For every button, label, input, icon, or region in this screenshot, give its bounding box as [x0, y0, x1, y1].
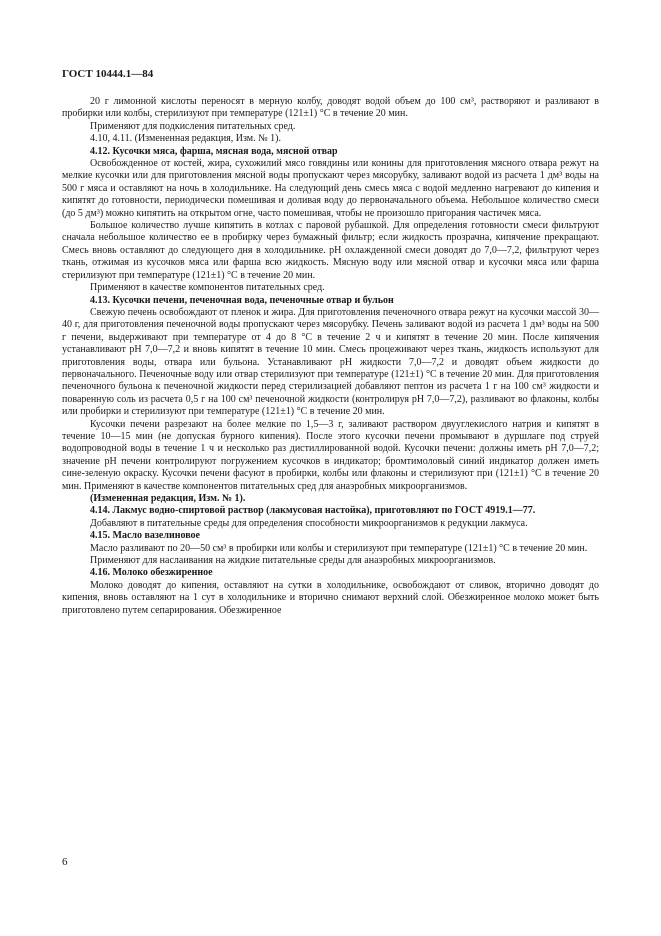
- paragraph-meat-boiling: Большое количество лучше кипятить в котлах с паровой рубашкой. Для определения готовности смеси фильтруют сначала небольшое количество ее в пробирку через бумажный фильтр; если жидкость прозрачна, кипячение прекращают. Смесь вновь оставляют до следующего дня в холодильнике. рН охлажденной смеси доводят до 7,0—7,2, фильтруют через ткань, отжимая из кусочков мяса или фарша всю жидкость. Мясную воду или мясной отвар и кусочки мяса или фарша стерилизуют при температуре (121±1) °С в течение 20 мин.: [62, 220, 599, 281]
- section-heading-4-16: 4.16. Молоко обезжиренное: [90, 567, 213, 579]
- paragraph-citric-acid: 20 г лимонной кислоты переносят в мерную колбу, доводят водой объем до 100 см³, растворяют и разливают в пробирки или колбы, стерилизуют при температуре (121±1) °С в течение 20 мин.: [62, 96, 599, 120]
- section-heading-4-12: 4.12. Кусочки мяса, фарша, мясная вода, мясной отвар: [90, 145, 338, 157]
- section-heading-4-14: 4.14. Лакмус водно-спиртовой раствор (лакмусовая настойка), приготовляют по ГОСТ 4919.1—77.: [90, 505, 536, 517]
- paragraph-liver-pieces: Кусочки печени разрезают на более мелкие по 1,5—3 г, заливают раствором двууглекислого натрия и кипятят в течение 10—15 мин (не допуская бурного кипения). После этого кусочки печени промывают в дуршлаге под струей водопроводной воды в течение 1 ч и несколько раз дистиллированной водой. Кусочки печени: должны иметь рН 7,0—7,2; значение рН печени контролируют погружением кусочков в индикатор; бромтимоловый синий индикатор должен иметь сине-зеленую окраску. Кусочки печени фасуют в пробирки, колбы или флаконы и стерилизуют при (121±1) °С в течение 20 мин. Применяют в качестве компонентов питательных сред для анаэробных микроорганизмов.: [62, 418, 599, 492]
- document-header: ГОСТ 10444.1—84: [62, 68, 154, 80]
- paragraph-oil-sterilization: Масло разливают по 20—50 см³ в пробирки или колбы и стерилизуют при температуре (121±1) °С в течение 20 мин.: [90, 542, 588, 554]
- paragraph-milk-preparation: Молоко доводят до кипения, оставляют на сутки в холодильнике, освобождают от сливок, вторично доводят до кипения, вновь оставляют на 1 сут в холодильнике и вторично снимают верхний слой. Обезжиренное молоко может быть приготовлено путем сепарирования. Обезжиренное: [62, 579, 599, 616]
- section-heading-4-15: 4.15. Масло вазелиновое: [90, 530, 200, 542]
- paragraph-litmus-usage: Добавляют в питательные среды для определения способности микроорганизмов к редукции лакмуса.: [90, 517, 528, 529]
- paragraph-liver-preparation: Свежую печень освобождают от пленок и жира. Для приготовления печеночного отвара режут на кусочки массой 30—40 г, для приготовления печеночной воды пропускают через мясорубку. Печень заливают водой из расчета 1 дм³ воды на 500 г печени, выдерживают при температуре от 4 до 8 °С в течение 2 ч и кипятят в течение 20 мин. После кипячения устанавливают рН 7,0—7,2 и вновь кипятят в течение 10 мин. Смесь процеживают через ткань, жидкость используют для приготовления воды, отвара или бульона. Устанавливают рН жидкости 7,0—7,2 и доводят объем жидкости до первоначального. Печеночные воду или отвар стерилизуют при температуре (121±1) °С в течение 20 мин. Для приготовления печеночного бульона к печеночной жидкости перед стерилизацией добавляют пептон из расчета 1 г на 100 см³ жидкости и поваренную соль из расчета 0,5 г на 100 см³ печеночной жидкости (контролируя рН 7,0—7,2), разливают во флаконы, колбы или пробирки и стерилизуют при температуре (121±1) °С в течение 20 мин.: [62, 306, 599, 418]
- amendment-note-4-13: (Измененная редакция, Изм. № 1).: [90, 493, 246, 504]
- paragraph-meat-usage: Применяют в качестве компонентов питательных сред.: [90, 282, 325, 294]
- page-body: [62, 96, 599, 617]
- paragraph-oil-usage: Применяют для наслаивания на жидкие питательные среды для анаэробных микроорганизмов.: [90, 555, 496, 567]
- paragraph-usage-acidify: Применяют для подкисления питательных сред.: [90, 120, 296, 132]
- section-heading-4-13: 4.13. Кусочки печени, печеночная вода, печеночные отвар и бульон: [90, 294, 394, 306]
- amendment-note-4-10: 4.10, 4.11. (Измененная редакция, Изм. № 1).: [90, 133, 282, 145]
- page-number: 6: [62, 856, 68, 868]
- paragraph-meat-preparation: Освобожденное от костей, жира, сухожилий мясо говядины или конины для приготовления мясного отвара режут на мелкие кусочки или для приготовления мясной воды пропускают через мясорубку, заливают водой из расчета 1 дм³ воды на 500 г мяса и оставляют на ночь в холодильнике. На следующий день смесь мяса с водой медленно нагревают до кипения и кипятят до готовности, периодически помешивая и доливая воду до первоначального объема. Небольшое количество смеси (до 5 дм³) можно кипятить на открытом огне, часто помешивая, чтобы не произошло пригорания частичек мяса.: [62, 158, 599, 219]
